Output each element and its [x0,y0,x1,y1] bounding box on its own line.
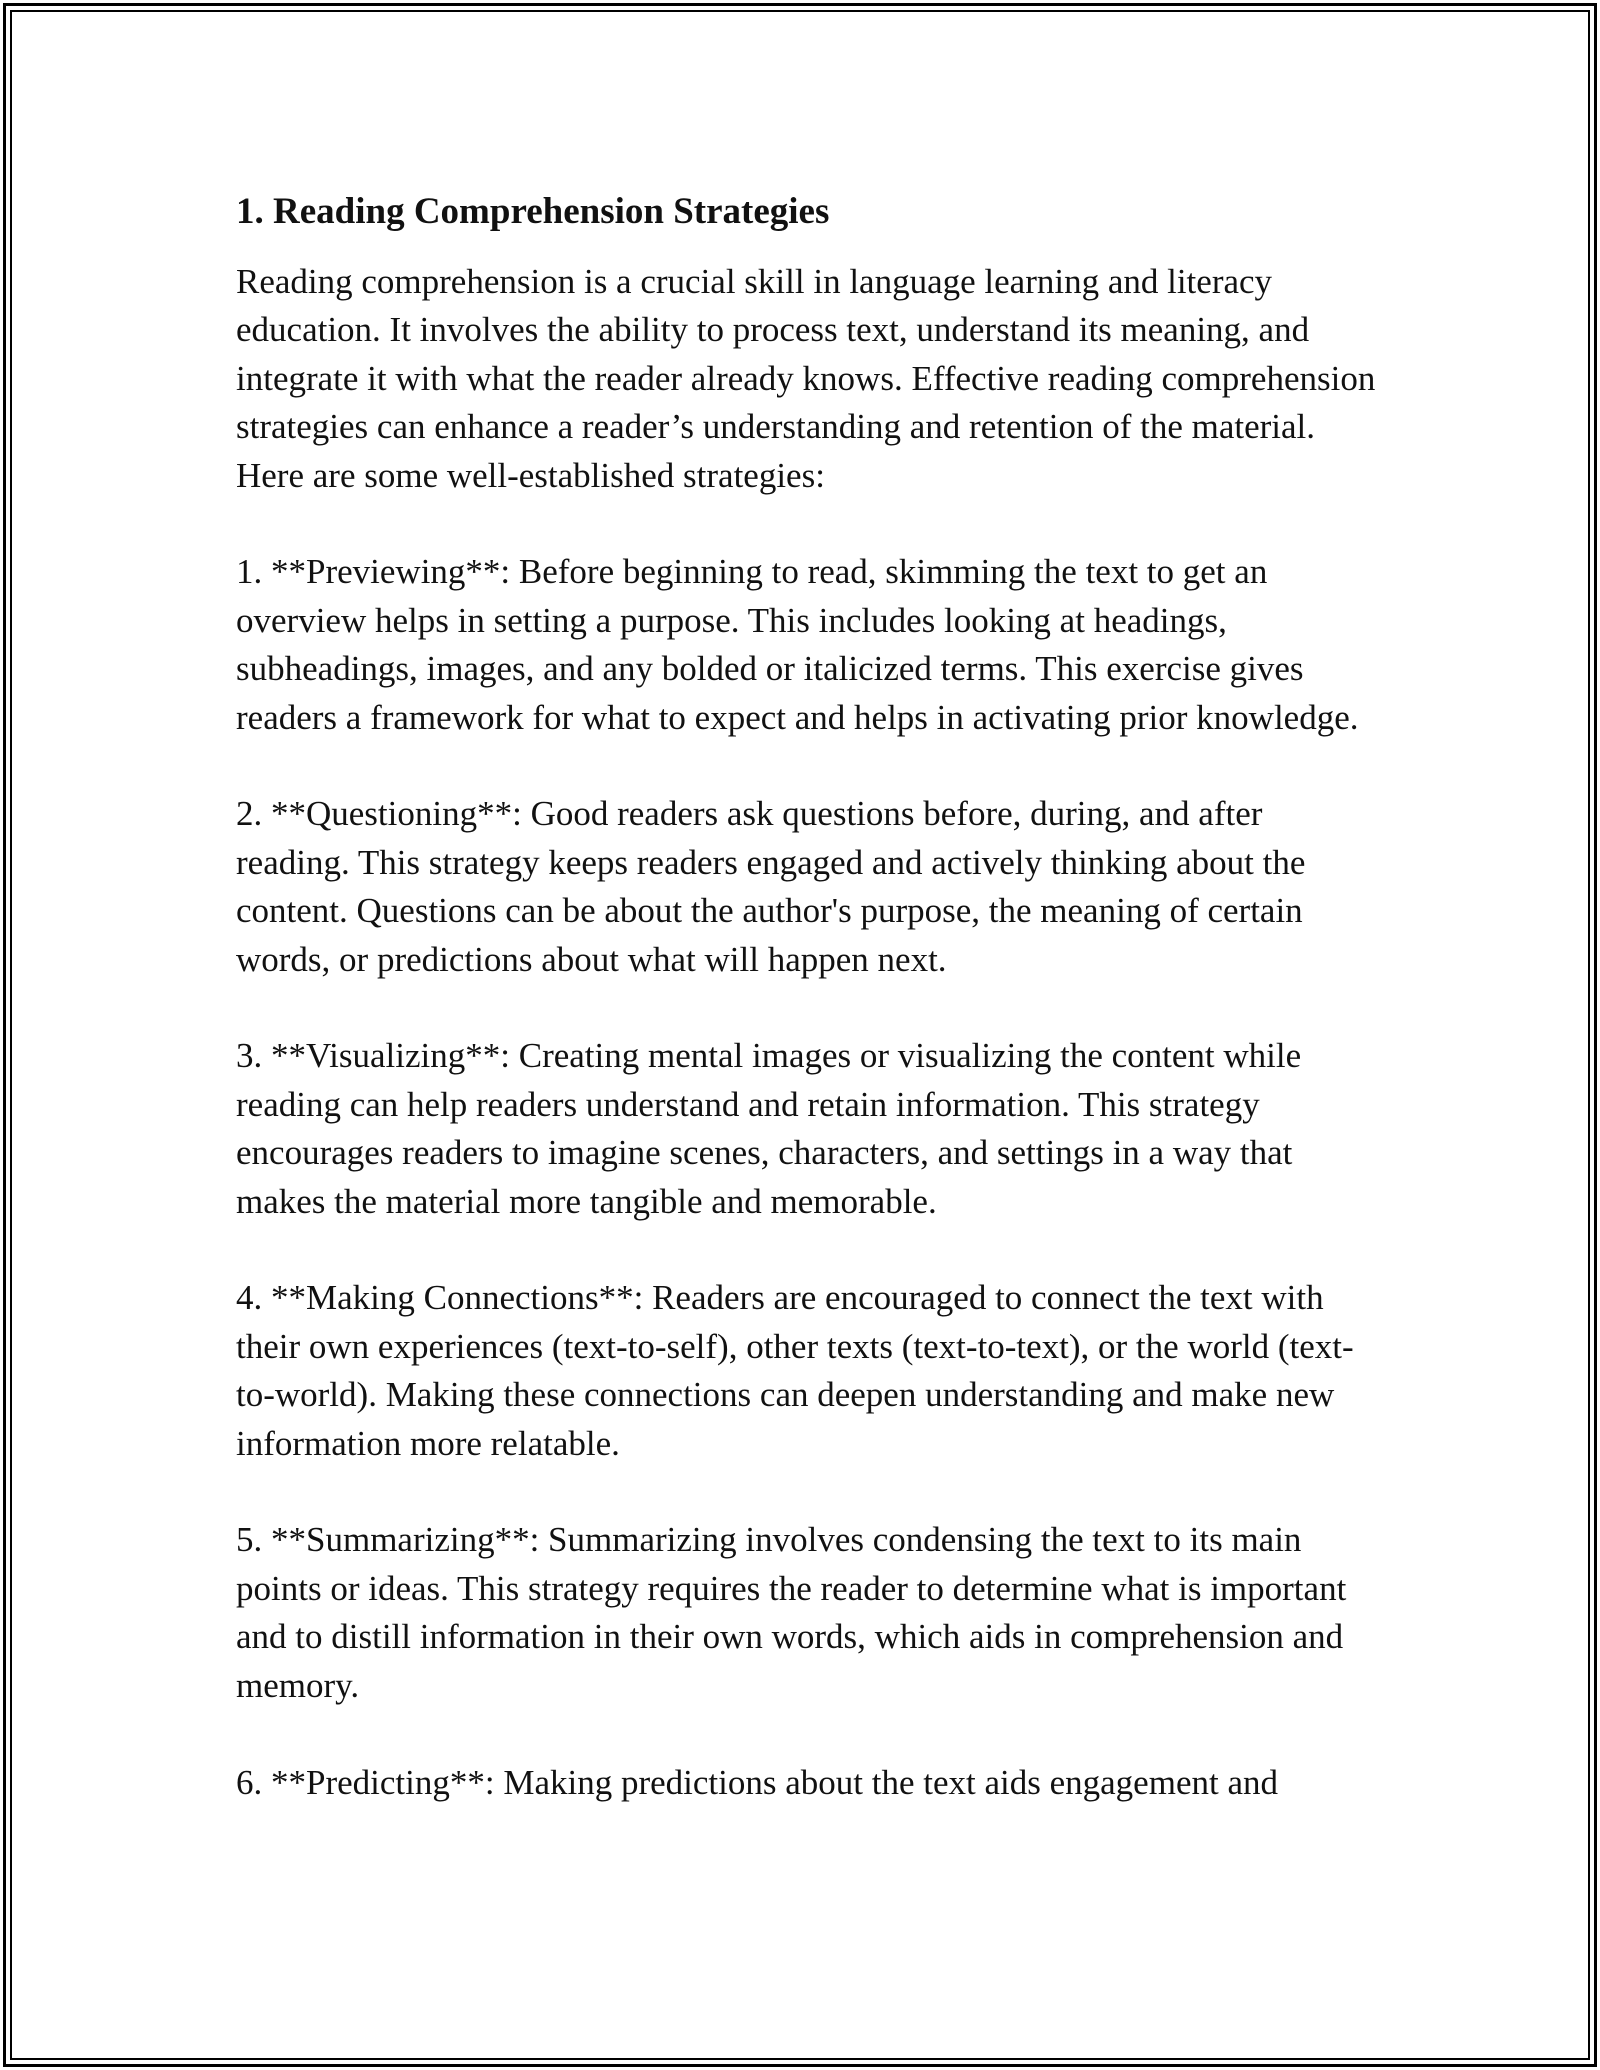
strategy-making-connections: 4. **Making Connections**: Readers are encouraged to connect the text with their own experiences (text-to-self), other texts (text-to-text), or the world (text-to-world). Making these connections can deepen understanding and make new information more relatable. [236,1278,1354,1463]
document-body [236,186,1376,1807]
strategy-visualizing: 3. **Visualizing**: Creating mental images or visualizing the content while reading can help readers understand and retain information. This strategy encourages readers to imagine scenes, characters, and settings in a way that makes the material more tangible and memorable. [236,1036,1302,1221]
section-heading: 1. Reading Comprehension Strategies [236,191,830,232]
intro-paragraph: Reading comprehension is a crucial skill in language learning and literacy education. It involves the ability to process text, understand its meaning, and integrate it with what the reader already knows. Effective reading comprehension strategies can enhance a reader’s understanding and retention of the material. Here are some well-established strategies: [236,262,1376,495]
strategy-summarizing: 5. **Summarizing**: Summarizing involves condensing the text to its main points or ideas. This strategy requires the reader to determine what is important and to distill information in their own words, which aids in comprehension and memory. [236,1520,1347,1705]
strategy-previewing: 1. **Previewing**: Before beginning to read, skimming the text to get an overview helps in setting a purpose. This includes looking at headings, subheadings, images, and any bolded or italicized terms. This exercise gives readers a framework for what to expect and helps in activating prior knowledge. [236,552,1359,737]
strategy-questioning: 2. **Questioning**: Good readers ask questions before, during, and after reading. This strategy keeps readers engaged and actively thinking about the content. Questions can be about the author's purpose, the meaning of certain words, or predictions about what will happen next. [236,794,1306,979]
strategy-predicting: 6. **Predicting**: Making predictions about the text aids engagement and [236,1762,1278,1802]
